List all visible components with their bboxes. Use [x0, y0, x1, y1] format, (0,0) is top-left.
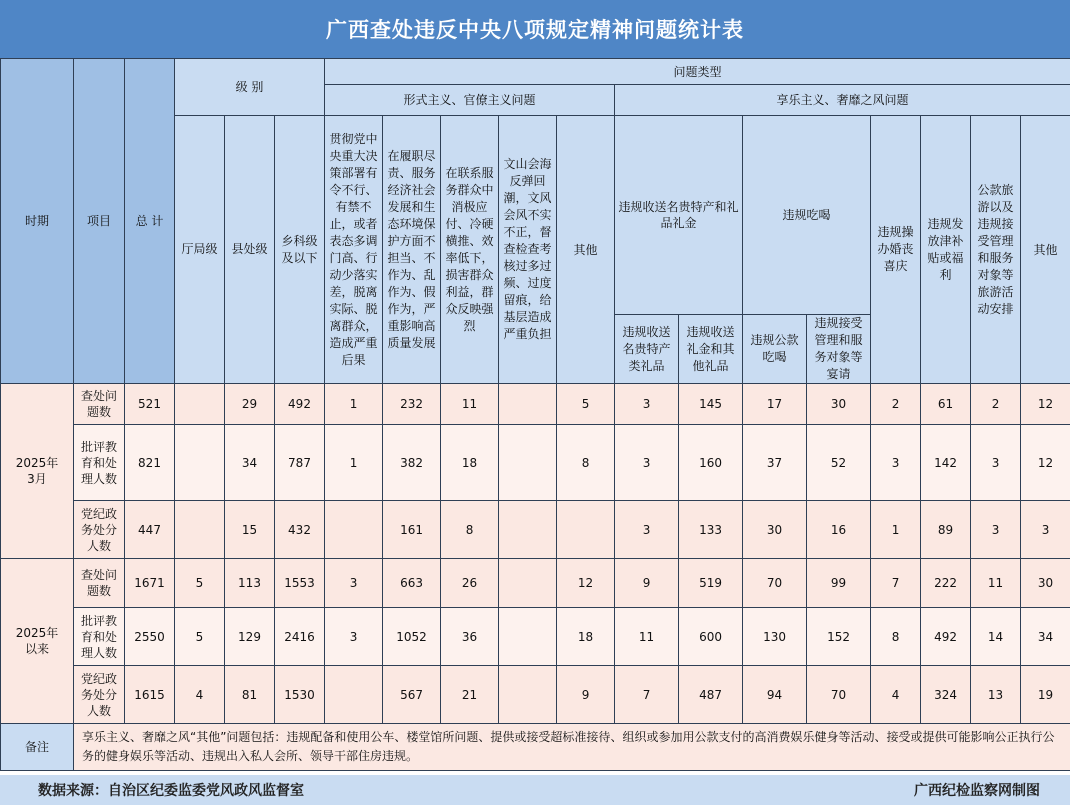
value-cell: 2 — [971, 384, 1021, 425]
value-cell: 5 — [175, 559, 225, 608]
value-cell: 3 — [325, 559, 383, 608]
value-cell: 30 — [743, 501, 807, 559]
value-cell: 11 — [971, 559, 1021, 608]
header-h6: 其他 — [1021, 116, 1070, 384]
value-cell: 15 — [225, 501, 275, 559]
note-label: 备注 — [1, 724, 74, 771]
value-cell: 1530 — [275, 666, 325, 724]
value-cell: 3 — [971, 501, 1021, 559]
value-cell: 232 — [383, 384, 441, 425]
value-cell: 521 — [125, 384, 175, 425]
header-h1b: 违规收送礼金和其他礼品 — [679, 315, 743, 384]
statistics-table — [0, 58, 1070, 771]
value-cell: 26 — [441, 559, 499, 608]
value-cell — [499, 384, 557, 425]
value-cell: 18 — [557, 608, 615, 666]
value-cell: 17 — [743, 384, 807, 425]
value-cell: 8 — [557, 425, 615, 501]
value-cell: 61 — [921, 384, 971, 425]
header-problem-type: 问题类型 — [325, 59, 1070, 85]
item-cell — [74, 384, 125, 425]
value-cell: 1553 — [275, 559, 325, 608]
note-text: 享乐主义、奢靡之风“其他”问题包括：违规配备和使用公车、楼堂馆所问题、提供或接受超标准接待、组织或参加用公款支付的高消费娱乐健身等活动、接受或提供可能影响公正执行公务的健身娱乐等活动、违规出入私人会所、领导干部住房违规。 — [74, 724, 1070, 771]
value-cell: 324 — [921, 666, 971, 724]
value-cell: 9 — [615, 559, 679, 608]
value-cell: 34 — [225, 425, 275, 501]
value-cell — [499, 666, 557, 724]
table-row — [1, 559, 1070, 608]
value-cell: 382 — [383, 425, 441, 501]
header-h3: 违规操办婚丧喜庆 — [871, 116, 921, 384]
table-row — [1, 608, 1070, 666]
value-cell: 567 — [383, 666, 441, 724]
value-cell: 432 — [275, 501, 325, 559]
value-cell: 129 — [225, 608, 275, 666]
header-h1a: 违规收送名贵特产类礼品 — [615, 315, 679, 384]
value-cell: 487 — [679, 666, 743, 724]
value-cell: 447 — [125, 501, 175, 559]
value-cell: 18 — [441, 425, 499, 501]
period-cell — [1, 384, 74, 559]
header-f2: 在履职尽责、服务经济社会发展和生态环境保护方面不担当、不作为、乱作为、假作为，严重影响高质量发展 — [383, 116, 441, 384]
value-cell: 1 — [871, 501, 921, 559]
header-xiang: 乡科级及以下 — [275, 116, 325, 384]
credit: 广西纪检监察网制图 — [914, 783, 1040, 799]
value-cell: 16 — [807, 501, 871, 559]
table-row — [1, 666, 1070, 724]
value-cell — [175, 501, 225, 559]
value-cell: 1615 — [125, 666, 175, 724]
value-cell: 5 — [557, 384, 615, 425]
value-cell: 36 — [441, 608, 499, 666]
value-cell: 161 — [383, 501, 441, 559]
value-cell: 21 — [441, 666, 499, 724]
value-cell: 152 — [807, 608, 871, 666]
header-item: 项目 — [74, 59, 125, 384]
value-cell: 787 — [275, 425, 325, 501]
value-cell: 113 — [225, 559, 275, 608]
header-f1: 贯彻党中央重大决策部署有令不行、有禁不止，或者表态多调门高、行动少落实差，脱离实际、脱离群众，造成严重后果 — [325, 116, 383, 384]
value-cell: 1 — [325, 425, 383, 501]
period-label: 2025年以来 — [15, 626, 59, 656]
value-cell: 12 — [557, 559, 615, 608]
value-cell: 5 — [175, 608, 225, 666]
page-title: 广西查处违反中央八项规定精神问题统计表 — [0, 0, 1070, 58]
value-cell: 3 — [971, 425, 1021, 501]
value-cell — [175, 425, 225, 501]
value-cell: 1 — [325, 384, 383, 425]
value-cell: 3 — [615, 384, 679, 425]
header-h2b: 违规接受管理和服务对象等宴请 — [807, 315, 871, 384]
value-cell: 9 — [557, 666, 615, 724]
item-label: 党纪政务处分人数 — [80, 506, 117, 553]
value-cell: 160 — [679, 425, 743, 501]
value-cell: 70 — [807, 666, 871, 724]
header-h2a: 违规公款吃喝 — [743, 315, 807, 384]
value-cell: 3 — [615, 425, 679, 501]
value-cell — [499, 425, 557, 501]
footer — [0, 775, 1070, 805]
value-cell: 30 — [1021, 559, 1070, 608]
header-f5: 其他 — [557, 116, 615, 384]
value-cell: 29 — [225, 384, 275, 425]
value-cell: 2550 — [125, 608, 175, 666]
note-row — [1, 724, 1070, 771]
header-f4: 文山会海反弹回潮，文风会风不实不正，督查检查考核过多过频、过度留痕，给基层造成严重负担 — [499, 116, 557, 384]
value-cell: 130 — [743, 608, 807, 666]
header-period: 时期 — [1, 59, 74, 384]
value-cell: 3 — [871, 425, 921, 501]
period-cell — [1, 559, 74, 724]
value-cell — [499, 501, 557, 559]
value-cell: 11 — [615, 608, 679, 666]
value-cell: 34 — [1021, 608, 1070, 666]
header-h2: 违规吃喝 — [743, 116, 871, 315]
value-cell: 12 — [1021, 425, 1070, 501]
value-cell: 1671 — [125, 559, 175, 608]
item-cell — [74, 425, 125, 501]
value-cell: 3 — [615, 501, 679, 559]
value-cell — [499, 559, 557, 608]
value-cell: 7 — [615, 666, 679, 724]
value-cell: 89 — [921, 501, 971, 559]
header-f3: 在联系服务群众中消极应付、冷硬横推、效率低下，损害群众利益，群众反映强烈 — [441, 116, 499, 384]
value-cell: 70 — [743, 559, 807, 608]
value-cell: 821 — [125, 425, 175, 501]
value-cell: 492 — [921, 608, 971, 666]
header-h5: 公款旅游以及违规接受管理和服务对象等旅游活动安排 — [971, 116, 1021, 384]
value-cell: 19 — [1021, 666, 1070, 724]
value-cell: 13 — [971, 666, 1021, 724]
value-cell: 4 — [871, 666, 921, 724]
value-cell: 7 — [871, 559, 921, 608]
value-cell: 222 — [921, 559, 971, 608]
value-cell: 12 — [1021, 384, 1070, 425]
header-hedonism: 享乐主义、奢靡之风问题 — [615, 85, 1070, 116]
value-cell: 11 — [441, 384, 499, 425]
value-cell: 37 — [743, 425, 807, 501]
header-h1: 违规收送名贵特产和礼品礼金 — [615, 116, 743, 315]
value-cell: 663 — [383, 559, 441, 608]
value-cell — [325, 501, 383, 559]
item-cell — [74, 501, 125, 559]
item-cell — [74, 666, 125, 724]
item-label: 查处问题数 — [80, 389, 117, 419]
header-xian: 县处级 — [225, 116, 275, 384]
header-formalism: 形式主义、官僚主义问题 — [325, 85, 615, 116]
value-cell: 2416 — [275, 608, 325, 666]
header-ting: 厅局级 — [175, 116, 225, 384]
table-row — [1, 425, 1070, 501]
table-row — [1, 501, 1070, 559]
value-cell: 30 — [807, 384, 871, 425]
header-level: 级 别 — [175, 59, 325, 116]
value-cell: 133 — [679, 501, 743, 559]
value-cell: 2 — [871, 384, 921, 425]
period-label: 2025年3月 — [15, 456, 59, 486]
value-cell — [175, 384, 225, 425]
value-cell — [557, 501, 615, 559]
item-cell — [74, 608, 125, 666]
value-cell: 94 — [743, 666, 807, 724]
header-h4: 违规发放津补贴或福利 — [921, 116, 971, 384]
value-cell: 99 — [807, 559, 871, 608]
item-label: 查处问题数 — [80, 568, 117, 598]
value-cell: 145 — [679, 384, 743, 425]
value-cell: 52 — [807, 425, 871, 501]
table-row — [1, 384, 1070, 425]
value-cell: 600 — [679, 608, 743, 666]
value-cell: 3 — [1021, 501, 1070, 559]
value-cell: 142 — [921, 425, 971, 501]
item-label: 批评教育和处理人数 — [80, 439, 117, 486]
value-cell: 4 — [175, 666, 225, 724]
value-cell: 8 — [441, 501, 499, 559]
value-cell: 14 — [971, 608, 1021, 666]
value-cell: 1052 — [383, 608, 441, 666]
value-cell — [499, 608, 557, 666]
value-cell: 492 — [275, 384, 325, 425]
header-total: 总 计 — [125, 59, 175, 384]
value-cell: 3 — [325, 608, 383, 666]
value-cell: 81 — [225, 666, 275, 724]
data-source: 数据来源：自治区纪委监委党风政风监督室 — [38, 783, 304, 799]
value-cell: 8 — [871, 608, 921, 666]
value-cell: 519 — [679, 559, 743, 608]
item-label: 党纪政务处分人数 — [80, 671, 117, 718]
value-cell — [325, 666, 383, 724]
item-label: 批评教育和处理人数 — [80, 613, 117, 660]
item-cell — [74, 559, 125, 608]
